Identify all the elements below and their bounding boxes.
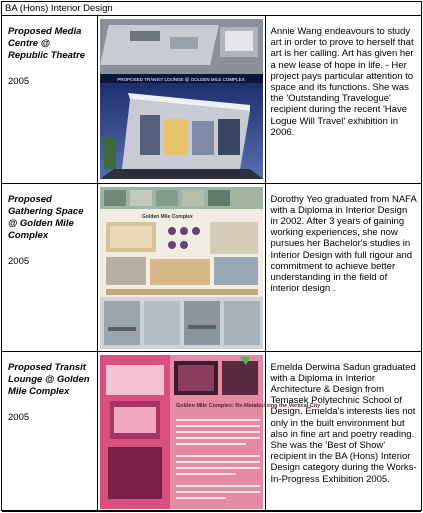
project-info-cell: [2, 183, 97, 351]
board-caption: Golden Mile Complex: [141, 213, 193, 220]
project-description: Emelda Derwina Sadun graduated with a Diploma in Interior Architecture & Design from Temasek Polytechnic School of Design. Emelda's interests lies not only in the built environment but also in fine art and poetry reading. She was the 'Best of Show' recipient in the BA (Hons) Interior Design category during the Works-In-Progress Exhibition 2005.: [270, 361, 417, 485]
document-page: [1, 1, 422, 511]
project-image-cell: [97, 351, 320, 511]
project-info-cell: [2, 351, 97, 511]
project-info-cell: [2, 16, 97, 183]
table-row: [2, 16, 421, 183]
project-title: Proposed Transit Lounge @ Golden Mile Complex: [8, 361, 90, 397]
project-title: Proposed Media Centre @ Republic Theatre: [8, 26, 86, 61]
project-image-cell: [97, 16, 265, 183]
project-image-media-centre: [100, 19, 263, 179]
board-caption: Golden Mile Complex: Re-Metabolizing the Vertical City: [175, 402, 320, 409]
page-title: BA (Hons) Interior Design: [2, 2, 421, 16]
projects-table: [2, 16, 421, 512]
project-description-cell: [265, 183, 421, 351]
project-description: Annie Wang endeavours to study art in order to prove to herself that art is her calling. Art has given her a new lease of hope in life. - Her project pays particular attention to space and its functions. She was the 'Outstanding Travelogue' recipient during the recent 'Have Logue Will Travel' exhibition in 2006.: [270, 26, 414, 138]
table-row: [2, 183, 421, 351]
project-year: 2005: [8, 411, 30, 423]
project-image-cell: [97, 183, 265, 351]
project-description-cell: [265, 351, 421, 511]
project-image-transit-lounge: [100, 355, 320, 509]
project-description-cell: [265, 16, 421, 183]
project-image-gathering-space: [100, 187, 263, 349]
project-year: 2005: [8, 255, 30, 267]
project-title: Proposed Gathering Space @ Golden Mile Complex: [8, 193, 84, 241]
table-row: [2, 351, 421, 511]
project-description: Dorothy Yeo graduated from NAFA with a Diploma in Interior Design in 2002. After 3 years of gaining working experiences, she now pursues her Bachelor's studies in Interior Design with full rigour and commitment to achieve better understanding in the field of interior design .: [270, 193, 417, 295]
board-caption: PROPOSED TRANSIT LOUNGE @ GOLDEN MILE COMPLEX: [116, 77, 245, 82]
project-year: 2005: [8, 76, 30, 87]
